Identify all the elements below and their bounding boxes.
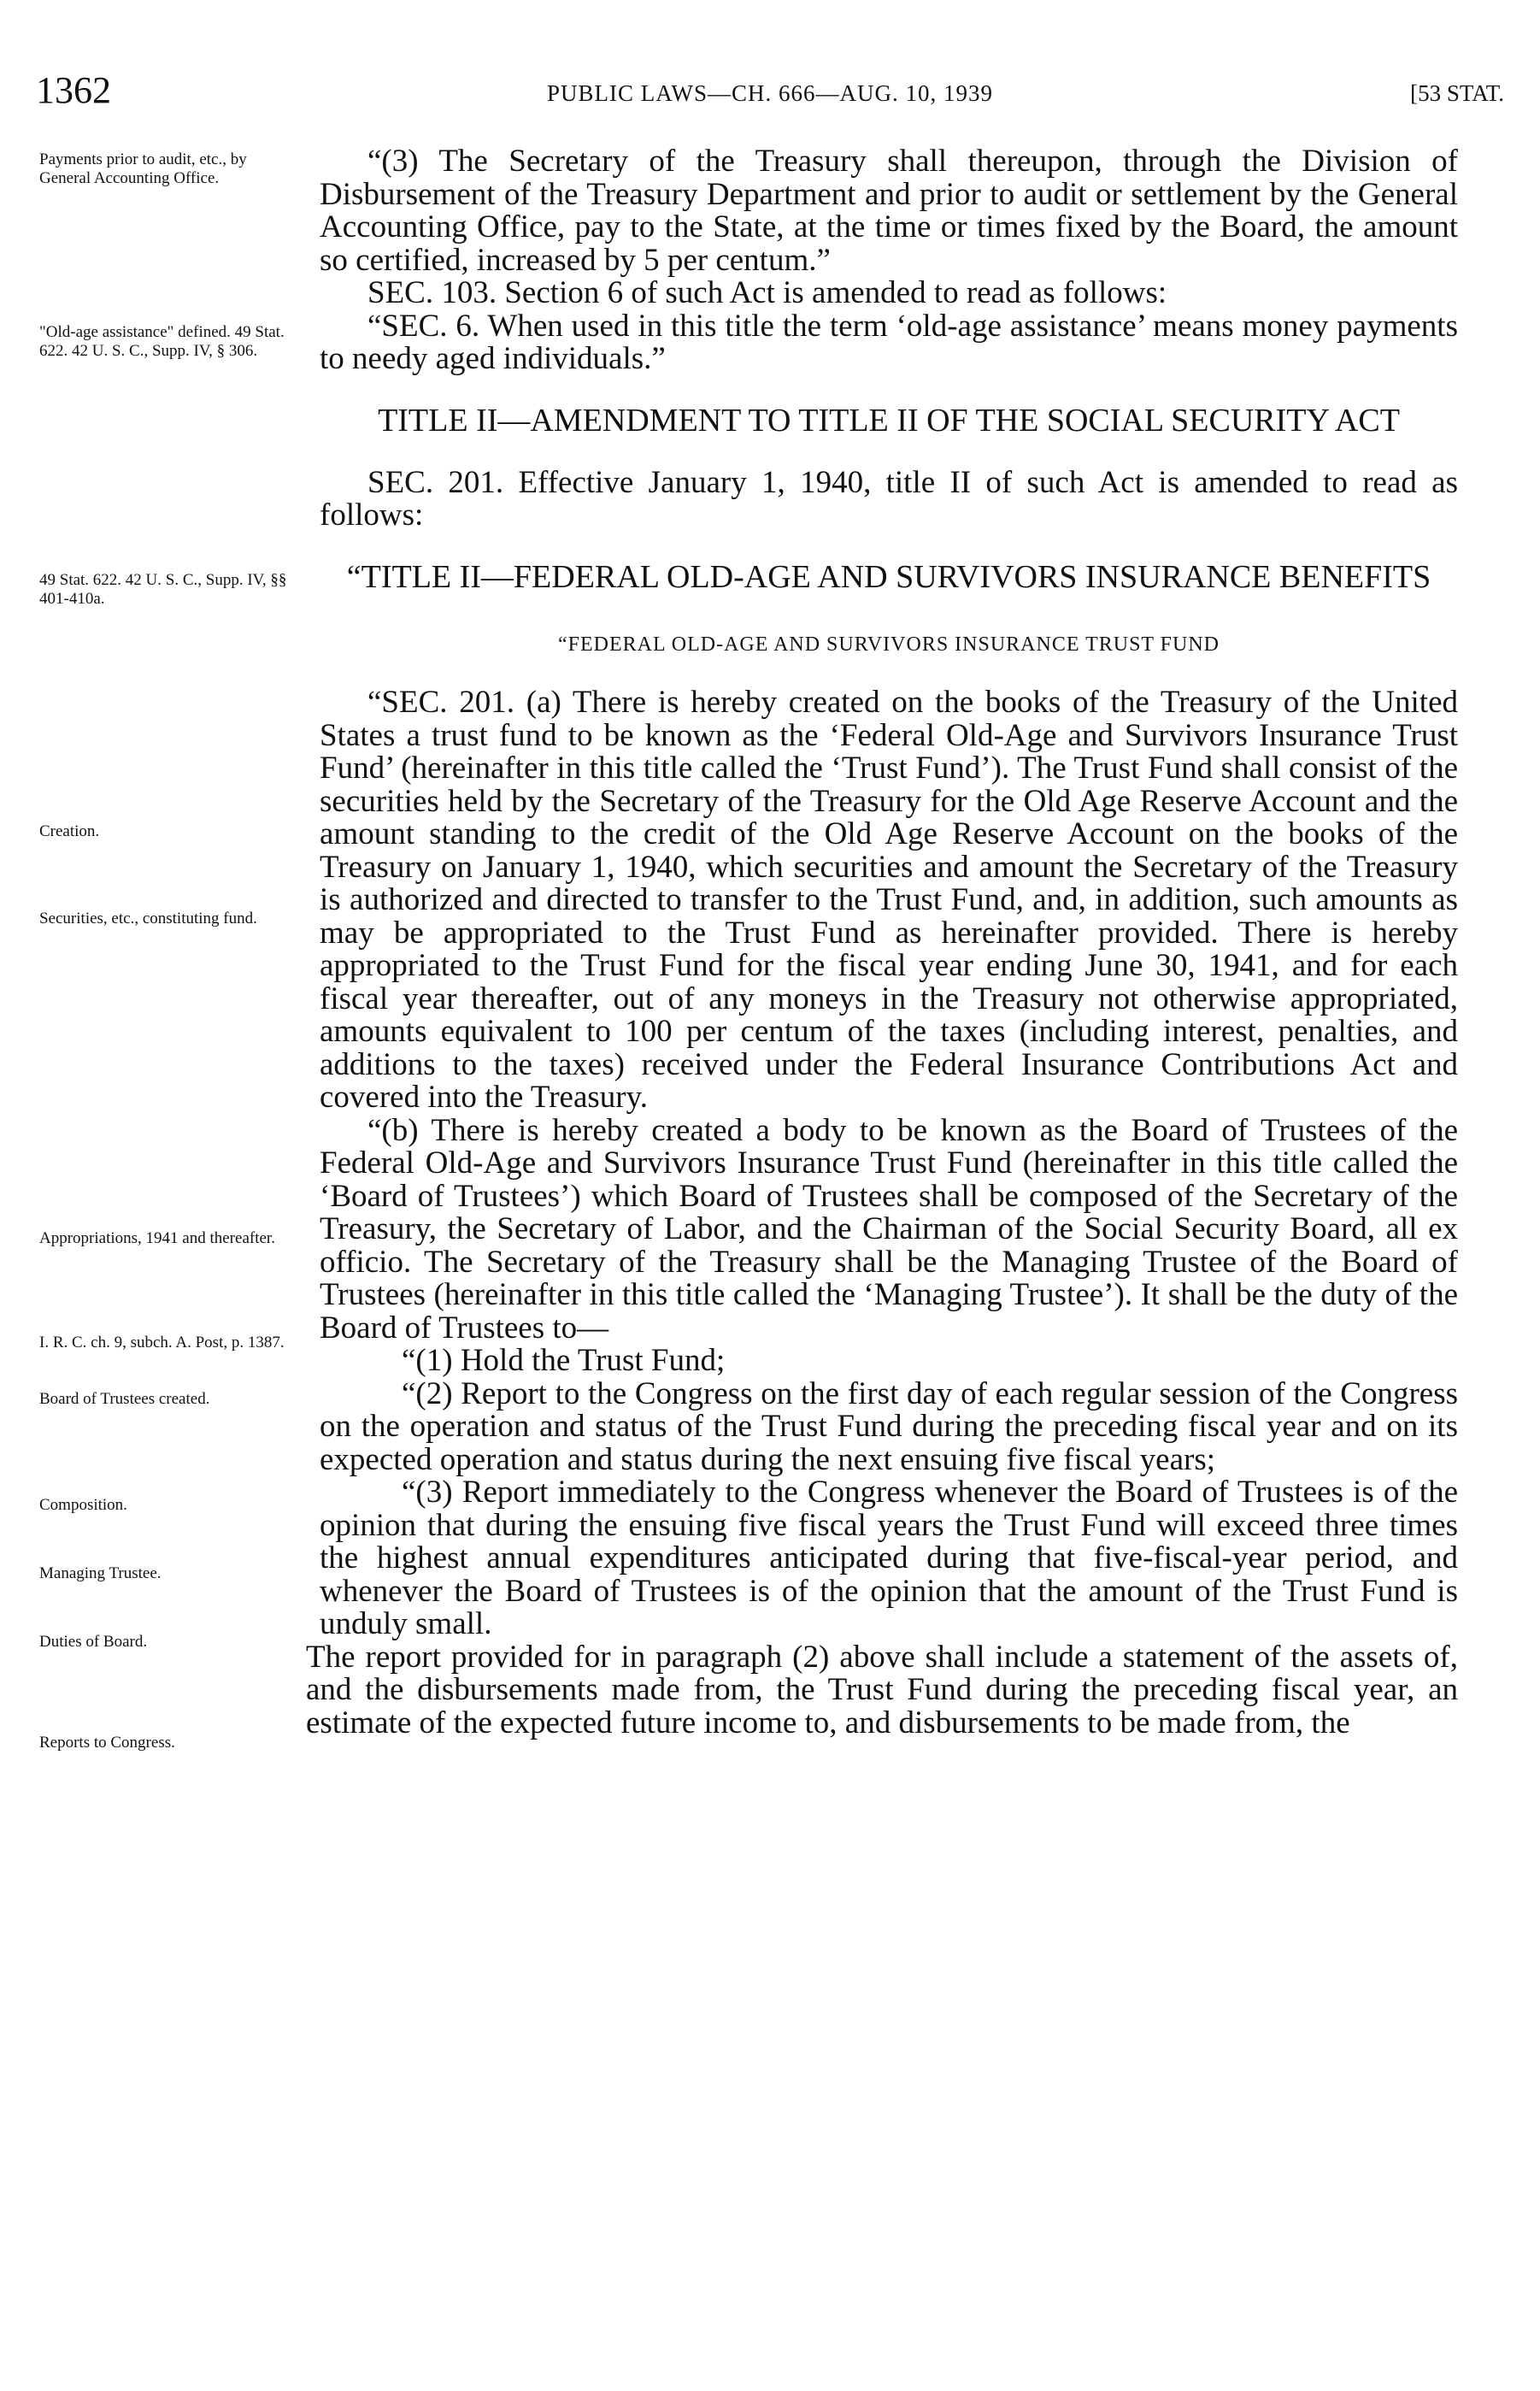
section-201: SEC. 201. Effective January 1, 1940, title II of such Act is amended to read as follows:: [320, 464, 1458, 533]
duty-3: “(3) Report immediately to the Congress whenever the Board of Trustees is of the opinion that during the ensuing five fiscal years the Trust Fund will exceed three times the highest annual expenditures anticipated during that five-fiscal-year period, and whenever the Board of Trustees is of the opinion that the amount of the Trust Fund is unduly small.: [320, 1475, 1458, 1641]
margin-note: Board of Trustees created.: [39, 1390, 210, 1408]
statute-text: [306, 144, 1458, 1740]
title-ii-benefits-heading: “TITLE II—FEDERAL OLD-AGE AND SURVIVORS INSURANCE BENEFITS: [346, 558, 1431, 595]
margin-note: Securities, etc., constituting fund.: [39, 910, 257, 928]
running-title: PUBLIC LAWS—CH. 666—AUG. 10, 1939: [546, 80, 994, 106]
margin-note: Reports to Congress.: [39, 1734, 175, 1752]
volume-reference: [53 STAT.: [1410, 80, 1504, 106]
section-201-b: “(b) There is hereby created a body to be known as the Board of Trustees of the Federal Old-Age and Survivors Insurance Trust Fund (hereinafter in this title called the ‘Board of Trustees’) which Board of Trustees shall be composed of the Secretary of the Treasury, the Secretary of Labor, and the Chairman of the Social Security Board, all ex officio. The Secretary of the Treasury shall be the Managing Trustee of the Board of Trustees (hereinafter in this title called the ‘Managing Trustee’). It shall be the duty of the Board of Trustees to—: [320, 1112, 1458, 1346]
margin-note: Composition.: [39, 1496, 127, 1514]
title-ii-heading: TITLE II—AMENDMENT TO TITLE II OF THE SOCIAL SECURITY ACT: [378, 402, 1400, 439]
margin-note: "Old-age assistance" defined. 49 Stat. 622. 42 U. S. C., Supp. IV, § 306.: [39, 323, 285, 360]
margin-note: Creation.: [39, 822, 100, 840]
margin-note: Managing Trustee.: [39, 1564, 162, 1582]
paragraph: “(3) The Secretary of the Treasury shall thereupon, through the Division of Disbursement of the Treasury Department and prior to audit or settlement by the General Accounting Office, pay to the State, at the time or times fixed by the Board, the amount so certified, increased by 5 per centum.”: [320, 144, 1458, 278]
section-201-a: “SEC. 201. (a) There is hereby created on the books of the Treasury of the United States a trust fund to be known as the ‘Federal Old-Age and Survivors Insurance Trust Fund’ (hereinafter in this title called the ‘Trust Fund’). The Trust Fund shall consist of the securities held by the Secretary of the Treasury for the Old Age Reserve Account and the amount standing to the credit of the Old Age Reserve Account on the books of the Treasury on January 1, 1940, which securities and amount the Secretary of the Treasury is authorized and directed to transfer to the Trust Fund, and, in addition, such amounts as may be appropriated to the Trust Fund as hereinafter provided. There is hereby appropriated to the Trust Fund for the fiscal year ending June 30, 1941, and for each fiscal year thereafter, out of any moneys in the Treasury not otherwise appropriated, amounts equivalent to 100 per centum of the taxes (including interest, penalties, and additions to the taxes) received under the Federal Insurance Contributions Act and covered into the Treasury.: [320, 685, 1458, 1115]
page-number: 1362: [36, 69, 111, 111]
section-6: “SEC. 6. When used in this title the term ‘old-age assistance’ means money payments to needy aged individuals.”: [320, 308, 1458, 376]
margin-note: Payments prior to audit, etc., by General Accounting Office.: [39, 150, 247, 187]
margin-note: Duties of Board.: [39, 1633, 148, 1651]
margin-note: 49 Stat. 622. 42 U. S. C., Supp. IV, §§ 401-410a.: [39, 571, 287, 608]
running-head: [36, 68, 1504, 120]
report-paragraph: The report provided for in paragraph (2) above shall include a statement of the assets of, and the disbursements made from, the Trust Fund during the preceding fiscal year, an estimate of the expected future income to, and disbursements to be made from, the: [306, 1639, 1458, 1740]
duty-1: “(1) Hold the Trust Fund;: [402, 1343, 726, 1378]
trust-fund-subheading: “FEDERAL OLD-AGE AND SURVIVORS INSURANCE TRUST FUND: [557, 633, 1220, 656]
duty-2: “(2) Report to the Congress on the first day of each regular session of the Congress on the operation and status of the Trust Fund during the preceding fiscal year and on its expected operation and status during the next ensuing five fiscal years;: [320, 1375, 1458, 1477]
margin-note: I. R. C. ch. 9, subch. A. Post, p. 1387.: [39, 1334, 285, 1352]
section-103: SEC. 103. Section 6 of such Act is amended to read as follows:: [367, 275, 1167, 310]
margin-note: Appropriations, 1941 and thereafter.: [39, 1229, 275, 1247]
